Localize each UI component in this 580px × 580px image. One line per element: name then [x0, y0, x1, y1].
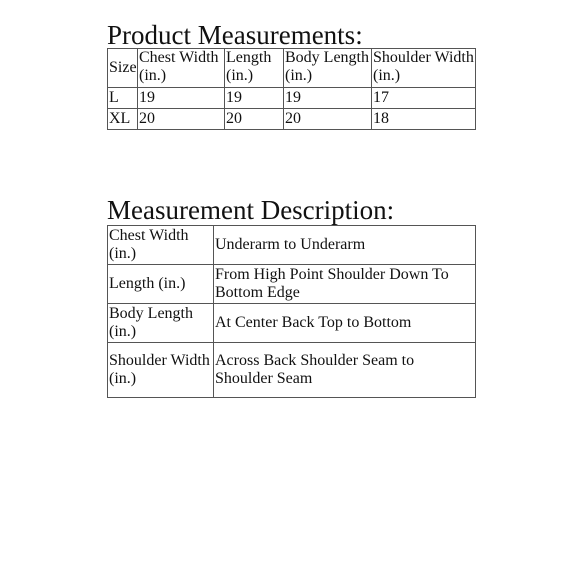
header-shoulder-width: Shoulder Width (in.) — [372, 49, 476, 88]
header-length: Length (in.) — [225, 49, 284, 88]
measurement-name: Length (in.) — [108, 265, 214, 304]
product-measurements-heading: Product Measurements: — [107, 20, 363, 50]
cell-body-length: 19 — [284, 88, 372, 109]
measurement-description: Underarm to Underarm — [214, 226, 476, 265]
measurement-description-table — [107, 225, 476, 398]
measurement-description: From High Point Shoulder Down To Bottom Edge — [214, 265, 476, 304]
table-header-row — [108, 49, 476, 88]
header-chest-width: Chest Width (in.) — [138, 49, 225, 88]
header-body-length: Body Length (in.) — [284, 49, 372, 88]
cell-body-length: 20 — [284, 109, 372, 130]
cell-length: 19 — [225, 88, 284, 109]
cell-size: L — [108, 88, 138, 109]
measurement-description: Across Back Shoulder Seam to Shoulder Seam — [214, 343, 476, 398]
cell-chest-width: 20 — [138, 109, 225, 130]
table-row — [108, 88, 476, 109]
cell-shoulder-width: 18 — [372, 109, 476, 130]
measurement-description: At Center Back Top to Bottom — [214, 304, 476, 343]
table-row — [108, 343, 476, 398]
table-row — [108, 109, 476, 130]
measurement-name: Body Length (in.) — [108, 304, 214, 343]
cell-shoulder-width: 17 — [372, 88, 476, 109]
measurement-name: Shoulder Width (in.) — [108, 343, 214, 398]
header-size: Size — [108, 49, 138, 88]
cell-chest-width: 19 — [138, 88, 225, 109]
cell-length: 20 — [225, 109, 284, 130]
table-row — [108, 304, 476, 343]
product-measurements-table — [107, 48, 476, 130]
table-row — [108, 265, 476, 304]
measurement-description-heading: Measurement Description: — [107, 195, 395, 225]
table-row — [108, 226, 476, 265]
measurement-name: Chest Width (in.) — [108, 226, 214, 265]
cell-size: XL — [108, 109, 138, 130]
